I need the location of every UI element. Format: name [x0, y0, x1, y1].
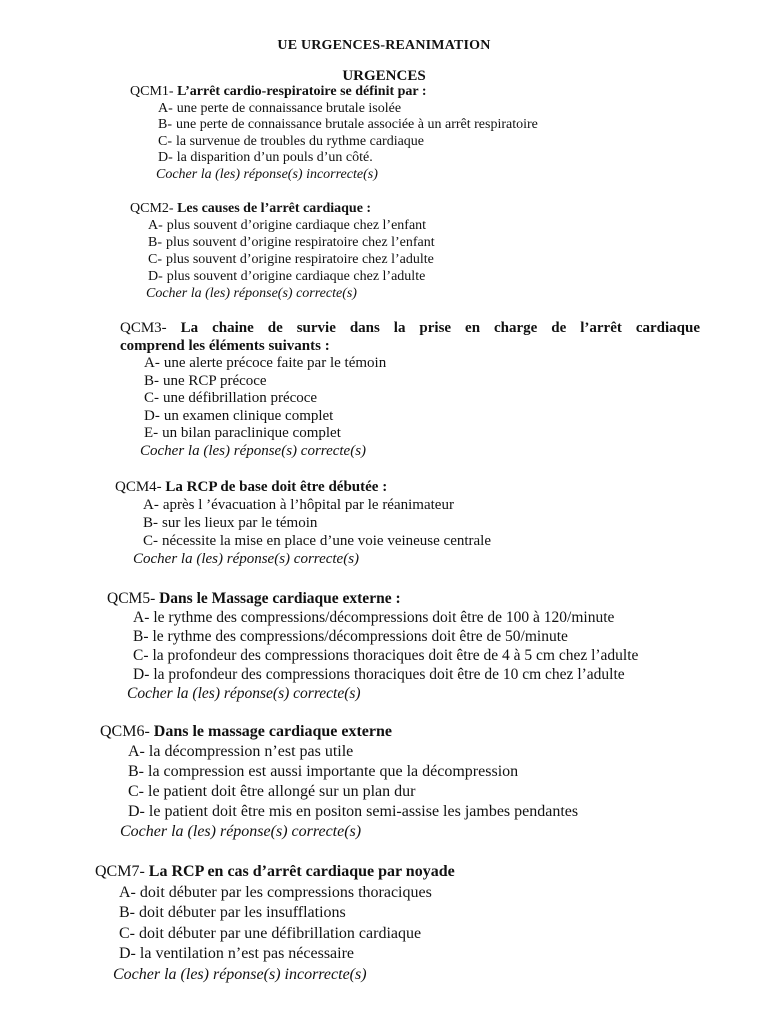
question-block-2: [130, 200, 435, 302]
answer-option-c: [143, 532, 491, 550]
option-letter: D-: [148, 269, 163, 284]
option-text: le patient doit être mis en positon semi-assise les jambes pendantes: [148, 803, 579, 820]
option-text: la profondeur des compressions thoraciques doit être de 4 à 5 cm chez l’adulte: [152, 647, 639, 664]
option-text: la décompression n’est pas utile: [148, 743, 354, 760]
question-header: [130, 200, 435, 217]
answer-option-b: [158, 117, 538, 134]
answer-option-a: [158, 101, 538, 118]
answer-instruction: Cocher la (les) réponse(s) correcte(s): [140, 442, 367, 459]
answer-option-b: [143, 514, 491, 532]
option-text: un bilan paraclinique complet: [162, 425, 341, 441]
option-letter: A-: [143, 497, 159, 513]
option-letter: B-: [119, 904, 135, 921]
answer-option-a: [148, 217, 435, 234]
question-number: QCM6-: [100, 723, 150, 740]
option-letter: D-: [119, 945, 136, 962]
answer-option-a: [128, 742, 578, 762]
option-text: un examen clinique complet: [163, 407, 334, 424]
question-block-4: [115, 478, 491, 568]
option-letter: A-: [133, 609, 150, 626]
answer-option-b: [148, 234, 435, 251]
answer-options: [143, 496, 491, 550]
option-text: la ventilation n’est pas nécessaire: [139, 945, 355, 962]
option-letter: C-: [128, 783, 144, 800]
question-header: [115, 478, 491, 496]
option-letter: B-: [143, 515, 158, 531]
answer-option-a: [144, 355, 700, 373]
option-text: le patient doit être allongé sur un plan dur: [148, 783, 416, 800]
question-text-continued: comprend les éléments suivants :: [120, 337, 330, 354]
option-text: le rythme des compressions/décompressions doit être de 50/minute: [152, 628, 568, 645]
answer-instruction: Cocher la (les) réponse(s) correcte(s): [127, 685, 361, 702]
answer-option-b: [119, 903, 455, 924]
answer-option-a: [119, 883, 455, 904]
option-letter: B-: [128, 763, 144, 780]
question-text: La chaine de survie dans la prise en charge de l’arrêt cardiaque: [180, 320, 700, 336]
answer-option-b: [133, 627, 638, 646]
option-letter: B-: [133, 628, 149, 645]
option-letter: E-: [144, 425, 159, 441]
option-text: doit débuter par les insufflations: [139, 904, 346, 921]
answer-options: [119, 883, 455, 965]
option-text: plus souvent d’origine respiratoire chez l’enfant: [166, 235, 435, 250]
option-letter: A-: [158, 100, 173, 116]
question-header-line-1: [120, 320, 700, 338]
option-text: nécessite la mise en place d’une voie veineuse centrale: [162, 533, 492, 549]
question-header: [100, 722, 578, 742]
answer-option-c: [119, 924, 455, 945]
question-block-5: [107, 589, 638, 703]
option-letter: D-: [133, 666, 150, 683]
document-title: UE URGENCES-REANIMATION: [277, 38, 491, 53]
option-letter: C-: [143, 533, 158, 549]
option-text: la compression est aussi importante que la décompression: [148, 763, 519, 780]
option-text: la profondeur des compressions thoraciques doit être de 10 cm chez l’adulte: [153, 666, 625, 683]
question-header: [95, 862, 455, 883]
option-letter: B-: [144, 372, 159, 389]
option-letter: D-: [144, 407, 160, 424]
question-number: QCM5-: [107, 590, 156, 607]
question-number: QCM4-: [115, 479, 162, 495]
option-letter: C-: [148, 252, 162, 267]
answer-option-c: [158, 134, 538, 151]
question-text: La RCP de base doit être débutée :: [165, 479, 388, 495]
question-text: Les causes de l’arrêt cardiaque :: [177, 201, 372, 216]
answer-options: [128, 742, 578, 822]
answer-instruction: Cocher la (les) réponse(s) correcte(s): [120, 823, 362, 840]
option-text: doit débuter par les compressions thoraciques: [139, 883, 432, 901]
answer-option-d: [133, 665, 638, 684]
question-block-6: [100, 722, 578, 842]
answer-option-e: [144, 425, 700, 443]
question-text: La RCP en cas d’arrêt cardiaque par noyade: [148, 863, 455, 880]
question-header: [130, 84, 538, 101]
option-text: sur les lieux par le témoin: [162, 515, 318, 531]
option-letter: A-: [144, 355, 160, 371]
option-text: la disparition d’un pouls d’un côté.: [176, 150, 373, 165]
answer-option-b: [128, 762, 578, 782]
option-text: le rythme des compressions/décompressions doit être de 100 à 120/minute: [153, 609, 615, 626]
answer-instruction: Cocher la (les) réponse(s) incorrecte(s): [113, 965, 367, 983]
answer-instruction: Cocher la (les) réponse(s) correcte(s): [133, 551, 360, 567]
option-text: la survenue de troubles du rythme cardiaque: [176, 133, 425, 149]
option-letter: A-: [128, 743, 145, 760]
option-text: doit débuter par une défibrillation cardiaque: [139, 924, 422, 942]
answer-option-c: [128, 782, 578, 802]
answer-option-a: [133, 608, 638, 627]
answer-options: [133, 608, 638, 684]
option-text: une défibrillation précoce: [163, 390, 318, 406]
answer-option-b: [144, 373, 700, 391]
option-letter: B-: [158, 117, 172, 132]
option-letter: C-: [144, 390, 159, 406]
option-letter: B-: [148, 235, 162, 250]
section-title: URGENCES: [342, 68, 426, 84]
option-letter: A-: [148, 218, 163, 233]
option-letter: C-: [158, 133, 172, 149]
answer-options: [144, 355, 700, 443]
option-text: une perte de connaissance brutale associée à un arrêt respiratoire: [176, 117, 538, 132]
answer-option-d: [119, 944, 455, 965]
option-text: une RCP précoce: [163, 372, 267, 389]
question-block-1: [130, 84, 538, 183]
option-letter: D-: [158, 150, 173, 165]
answer-option-c: [144, 390, 700, 408]
answer-options: [148, 217, 435, 285]
question-header: [120, 320, 700, 355]
question-text: L’arrêt cardio-respiratoire se définit par :: [177, 84, 427, 99]
question-header: [107, 589, 638, 608]
question-number: QCM1-: [130, 84, 174, 99]
answer-option-d: [148, 268, 435, 285]
answer-option-a: [143, 496, 491, 514]
answer-option-c: [133, 646, 638, 665]
answer-instruction: Cocher la (les) réponse(s) incorrecte(s): [156, 166, 378, 182]
option-letter: A-: [119, 883, 136, 901]
question-block-3: [120, 320, 700, 460]
option-text: une perte de connaissance brutale isolée: [176, 100, 402, 116]
question-text: Dans le Massage cardiaque externe :: [159, 590, 401, 607]
option-text: plus souvent d’origine cardiaque chez l’adulte: [166, 269, 426, 284]
answer-option-d: [144, 408, 700, 426]
answer-option-d: [158, 150, 538, 167]
question-number: QCM7-: [95, 863, 145, 880]
answer-option-d: [128, 802, 578, 822]
answer-instruction: Cocher la (les) réponse(s) correcte(s): [146, 286, 357, 301]
option-text: une alerte précoce faite par le témoin: [163, 355, 387, 371]
question-number: QCM3-: [120, 320, 167, 336]
option-letter: D-: [128, 803, 145, 820]
question-text: Dans le massage cardiaque externe: [153, 723, 392, 740]
option-letter: C-: [119, 924, 135, 942]
question-block-7: [95, 862, 455, 985]
answer-option-c: [148, 251, 435, 268]
question-number: QCM2-: [130, 201, 174, 216]
option-text: après l ’évacuation à l’hôpital par le réanimateur: [162, 497, 454, 513]
option-letter: C-: [133, 647, 149, 664]
option-text: plus souvent d’origine cardiaque chez l’enfant: [166, 218, 427, 233]
option-text: plus souvent d’origine respiratoire chez l’adulte: [166, 252, 434, 267]
answer-options: [158, 101, 538, 167]
